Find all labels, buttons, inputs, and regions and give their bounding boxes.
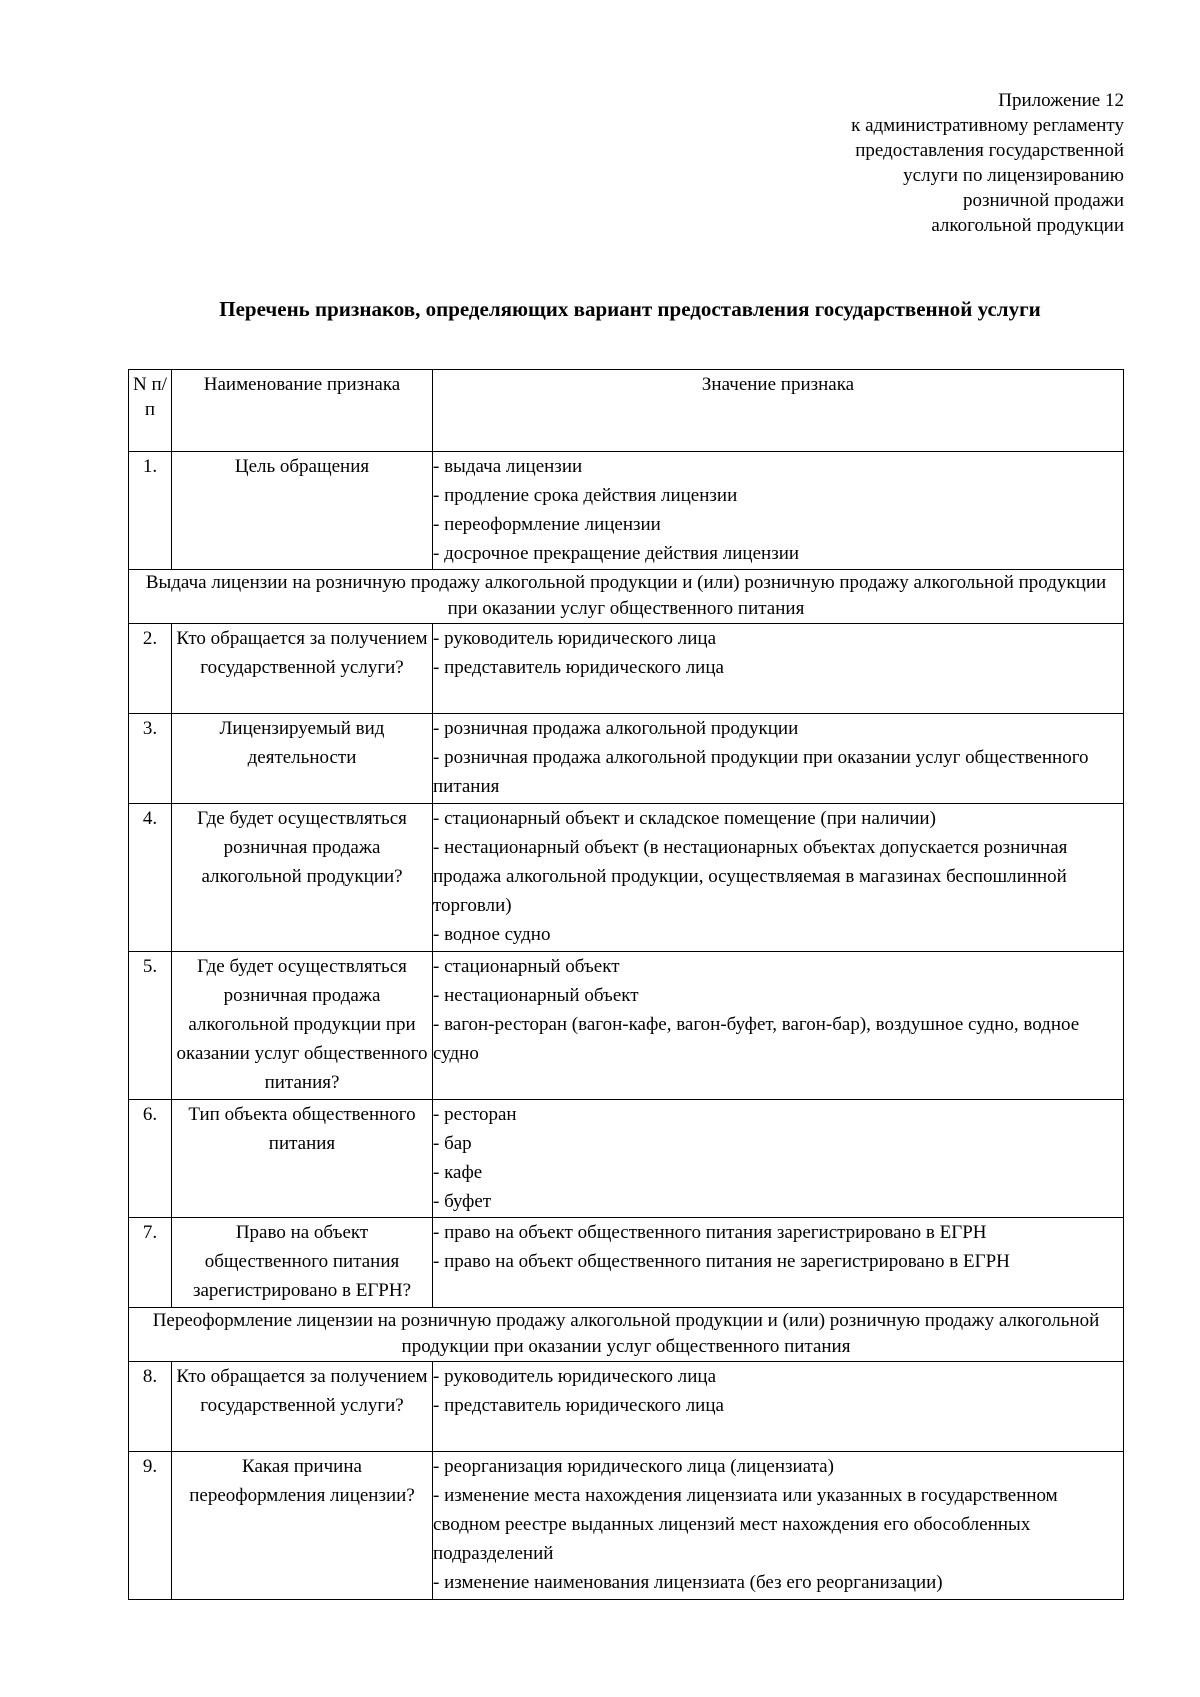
appendix-line: розничной продажи <box>963 190 1124 211</box>
row-number: 5. <box>129 952 172 1100</box>
criterion-name: Где будет осуществляться розничная продажа алкогольной продукции при оказании услуг общественного питания? <box>172 952 433 1100</box>
row-number: 8. <box>129 1362 172 1452</box>
row-number: 6. <box>129 1100 172 1218</box>
row-number: 2. <box>129 624 172 714</box>
criterion-value-item: - бар <box>433 1133 472 1154</box>
criterion-value-item: - руководитель юридического лица <box>433 628 717 649</box>
criterion-value-item: - изменение места нахождения лицензиата или указанных в государственном сводном реестре выданных лицензий мест нахождения его обособленных подразделений <box>433 1485 1058 1564</box>
criterion-value-item: - стационарный объект <box>433 956 620 977</box>
row-number: 3. <box>129 714 172 804</box>
criterion-value-item: - выдача лицензии <box>433 456 583 477</box>
section-row <box>129 1308 1124 1362</box>
criteria-table <box>128 369 1124 1600</box>
table-row <box>129 1218 1124 1308</box>
criterion-values <box>433 952 1124 1100</box>
row-number: 1. <box>129 452 172 570</box>
appendix-line: услуги по лицензированию <box>903 165 1124 186</box>
criterion-name: Где будет осуществляться розничная продажа алкогольной продукции? <box>172 804 433 952</box>
criterion-name: Какая причина переоформления лицензии? <box>172 1452 433 1600</box>
table-row <box>129 624 1124 714</box>
appendix-line: к административному регламенту <box>851 115 1124 136</box>
criterion-value-item: - реорганизация юридического лица (лицензиата) <box>433 1456 834 1477</box>
row-number: 9. <box>129 1452 172 1600</box>
criterion-value-item: - представитель юридического лица <box>433 1395 724 1416</box>
criterion-value-item: - досрочное прекращение действия лицензии <box>433 543 800 564</box>
section-row <box>129 570 1124 624</box>
appendix-line: алкогольной продукции <box>931 215 1124 236</box>
row-number: 4. <box>129 804 172 952</box>
criterion-values <box>433 804 1124 952</box>
appendix-line: Приложение 12 <box>998 90 1124 111</box>
criterion-value-item: - нестационарный объект (в нестационарных объектах допускается розничная продажа алкогольной продукции, осуществляемая в магазинах беспошлинной торговли) <box>433 837 1068 916</box>
criterion-value-item: - нестационарный объект <box>433 985 639 1006</box>
document-title: Перечень признаков, определяющих вариант предоставления государственной услуги <box>219 297 1041 321</box>
appendix-note <box>851 88 1124 238</box>
criterion-name: Кто обращается за получением государственной услуги? <box>172 624 433 714</box>
criterion-value-item: - продление срока действия лицензии <box>433 485 738 506</box>
criterion-value-item: - ресторан <box>433 1104 517 1125</box>
criterion-name: Лицензируемый вид деятельности <box>172 714 433 804</box>
criterion-value-item: - переоформление лицензии <box>433 514 661 535</box>
table-row <box>129 452 1124 570</box>
table-row <box>129 952 1124 1100</box>
header-criterion-name: Наименование признака <box>172 370 433 452</box>
criterion-values <box>433 714 1124 804</box>
criterion-values <box>433 1218 1124 1308</box>
criterion-name: Цель обращения <box>172 452 433 570</box>
table-header-row <box>129 370 1124 452</box>
criterion-value-item: - розничная продажа алкогольной продукции при оказании услуг общественного питания <box>433 747 1089 797</box>
criterion-name: Право на объект общественного питания зарегистрировано в ЕГРН? <box>172 1218 433 1308</box>
criterion-values <box>433 1452 1124 1600</box>
criterion-value-item: - руководитель юридического лица <box>433 1366 717 1387</box>
table-row <box>129 1362 1124 1452</box>
header-number: N п/п <box>129 370 172 452</box>
criterion-value-item: - представитель юридического лица <box>433 657 724 678</box>
criterion-value-item: - право на объект общественного питания не зарегистрировано в ЕГРН <box>433 1251 1010 1272</box>
criterion-values <box>433 1100 1124 1218</box>
criterion-values <box>433 452 1124 570</box>
criterion-name: Кто обращается за получением государственной услуги? <box>172 1362 433 1452</box>
table-row <box>129 1100 1124 1218</box>
criterion-value-item: - право на объект общественного питания зарегистрировано в ЕГРН <box>433 1222 987 1243</box>
table-row <box>129 804 1124 952</box>
criterion-value-item: - розничная продажа алкогольной продукции <box>433 718 799 739</box>
criterion-value-item: - буфет <box>433 1191 492 1212</box>
criterion-value-item: - кафе <box>433 1162 483 1183</box>
criterion-name: Тип объекта общественного питания <box>172 1100 433 1218</box>
criterion-value-item: - изменение наименования лицензиата (без его реорганизации) <box>433 1572 943 1593</box>
section-heading: Выдача лицензии на розничную продажу алкогольной продукции и (или) розничную продажу алкогольной продукции при оказании услуг общественного питания <box>129 570 1124 624</box>
criterion-value-item: - водное судно <box>433 924 551 945</box>
table-row <box>129 1452 1124 1600</box>
table-row <box>129 714 1124 804</box>
criterion-value-item: - стационарный объект и складское помещение (при наличии) <box>433 808 936 829</box>
row-number: 7. <box>129 1218 172 1308</box>
section-heading: Переоформление лицензии на розничную продажу алкогольной продукции и (или) розничную продажу алкогольной продукции при оказании услуг общественного питания <box>129 1308 1124 1362</box>
header-criterion-value: Значение признака <box>433 370 1124 452</box>
criterion-values <box>433 1362 1124 1452</box>
criterion-value-item: - вагон-ресторан (вагон-кафе, вагон-буфет, вагон-бар), воздушное судно, водное судно <box>433 1014 1080 1064</box>
criterion-values <box>433 624 1124 714</box>
appendix-line: предоставления государственной <box>855 140 1124 161</box>
